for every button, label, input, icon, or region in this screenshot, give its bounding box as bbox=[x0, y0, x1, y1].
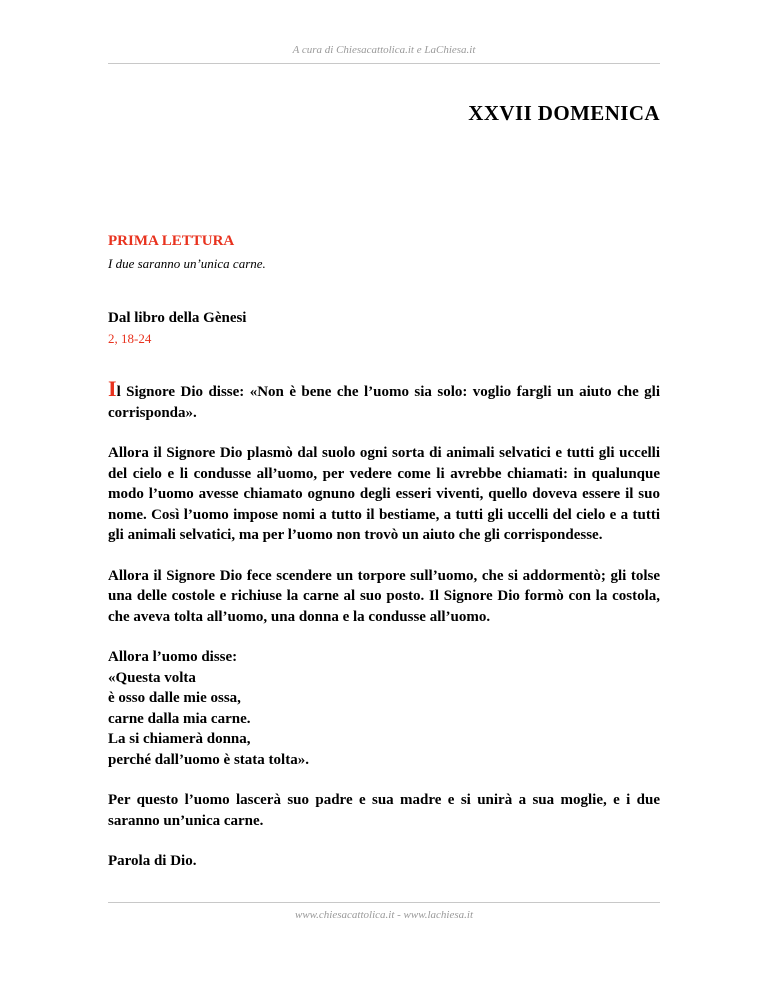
paragraph-1-text: l Signore Dio disse: «Non è bene che l’uomo sia solo: voglio fargli un aiuto che gli corrisponda». bbox=[108, 384, 660, 421]
verse-line: carne dalla mia carne. bbox=[108, 710, 251, 727]
footer-divider bbox=[108, 902, 660, 903]
verse-line: Allora l’uomo disse: bbox=[108, 649, 238, 665]
paragraph-4: Per questo l’uomo lascerà suo padre e sua madre e si unirà a sua moglie, e i due saranno un’unica carne. bbox=[108, 792, 660, 829]
closing-formula: Parola di Dio. bbox=[108, 853, 197, 869]
drop-cap: I bbox=[108, 376, 117, 401]
page-header: A cura di Chiesacattolica.it e LaChiesa.it bbox=[292, 44, 476, 56]
verse-line: è osso dalle mie ossa, bbox=[108, 690, 241, 706]
page-footer: www.chiesacattolica.it - www.lachiesa.it bbox=[294, 909, 474, 921]
reading-subtitle: I due saranno un’unica carne. bbox=[108, 256, 266, 271]
book-title: Dal libro della Gènesi bbox=[108, 310, 247, 326]
paragraph-2: Allora il Signore Dio plasmò dal suolo ogni sorta di animali selvatici e tutti gli uccelli del cielo e li condusse all’uomo, per vedere come li avrebbe chiamati: in qualunque modo l’uomo avesse chiamato ognuno degli esseri viventi, quello doveva essere il suo nome. Così l’uomo impose nomi a tutto il bestiame, a tutti gli uccelli del cielo e a tutti gli animali selvatici, ma per l’uomo non trovò un aiuto che gli corrispondesse. bbox=[108, 445, 660, 543]
page-title: XXVII DOMENICA bbox=[468, 101, 660, 125]
header-divider bbox=[108, 63, 660, 64]
paragraph-3: Allora il Signore Dio fece scendere un torpore sull’uomo, che si addormentò; gli tolse una delle costole e richiuse la carne al suo posto. Il Signore Dio formò con la costola, che aveva tolta all’uomo, una donna e la condusse all’uomo. bbox=[108, 567, 660, 625]
verse-block bbox=[108, 647, 660, 770]
scripture-reference: 2, 18-24 bbox=[108, 331, 152, 346]
reading-body bbox=[108, 376, 660, 892]
verse-line: perché dall’uomo è stata tolta». bbox=[108, 751, 309, 768]
verse-line: La si chiamerà donna, bbox=[108, 731, 251, 747]
verse-line: «Questa volta bbox=[108, 669, 196, 686]
reading-label: PRIMA LETTURA bbox=[108, 233, 235, 249]
paragraph-1 bbox=[108, 376, 660, 423]
